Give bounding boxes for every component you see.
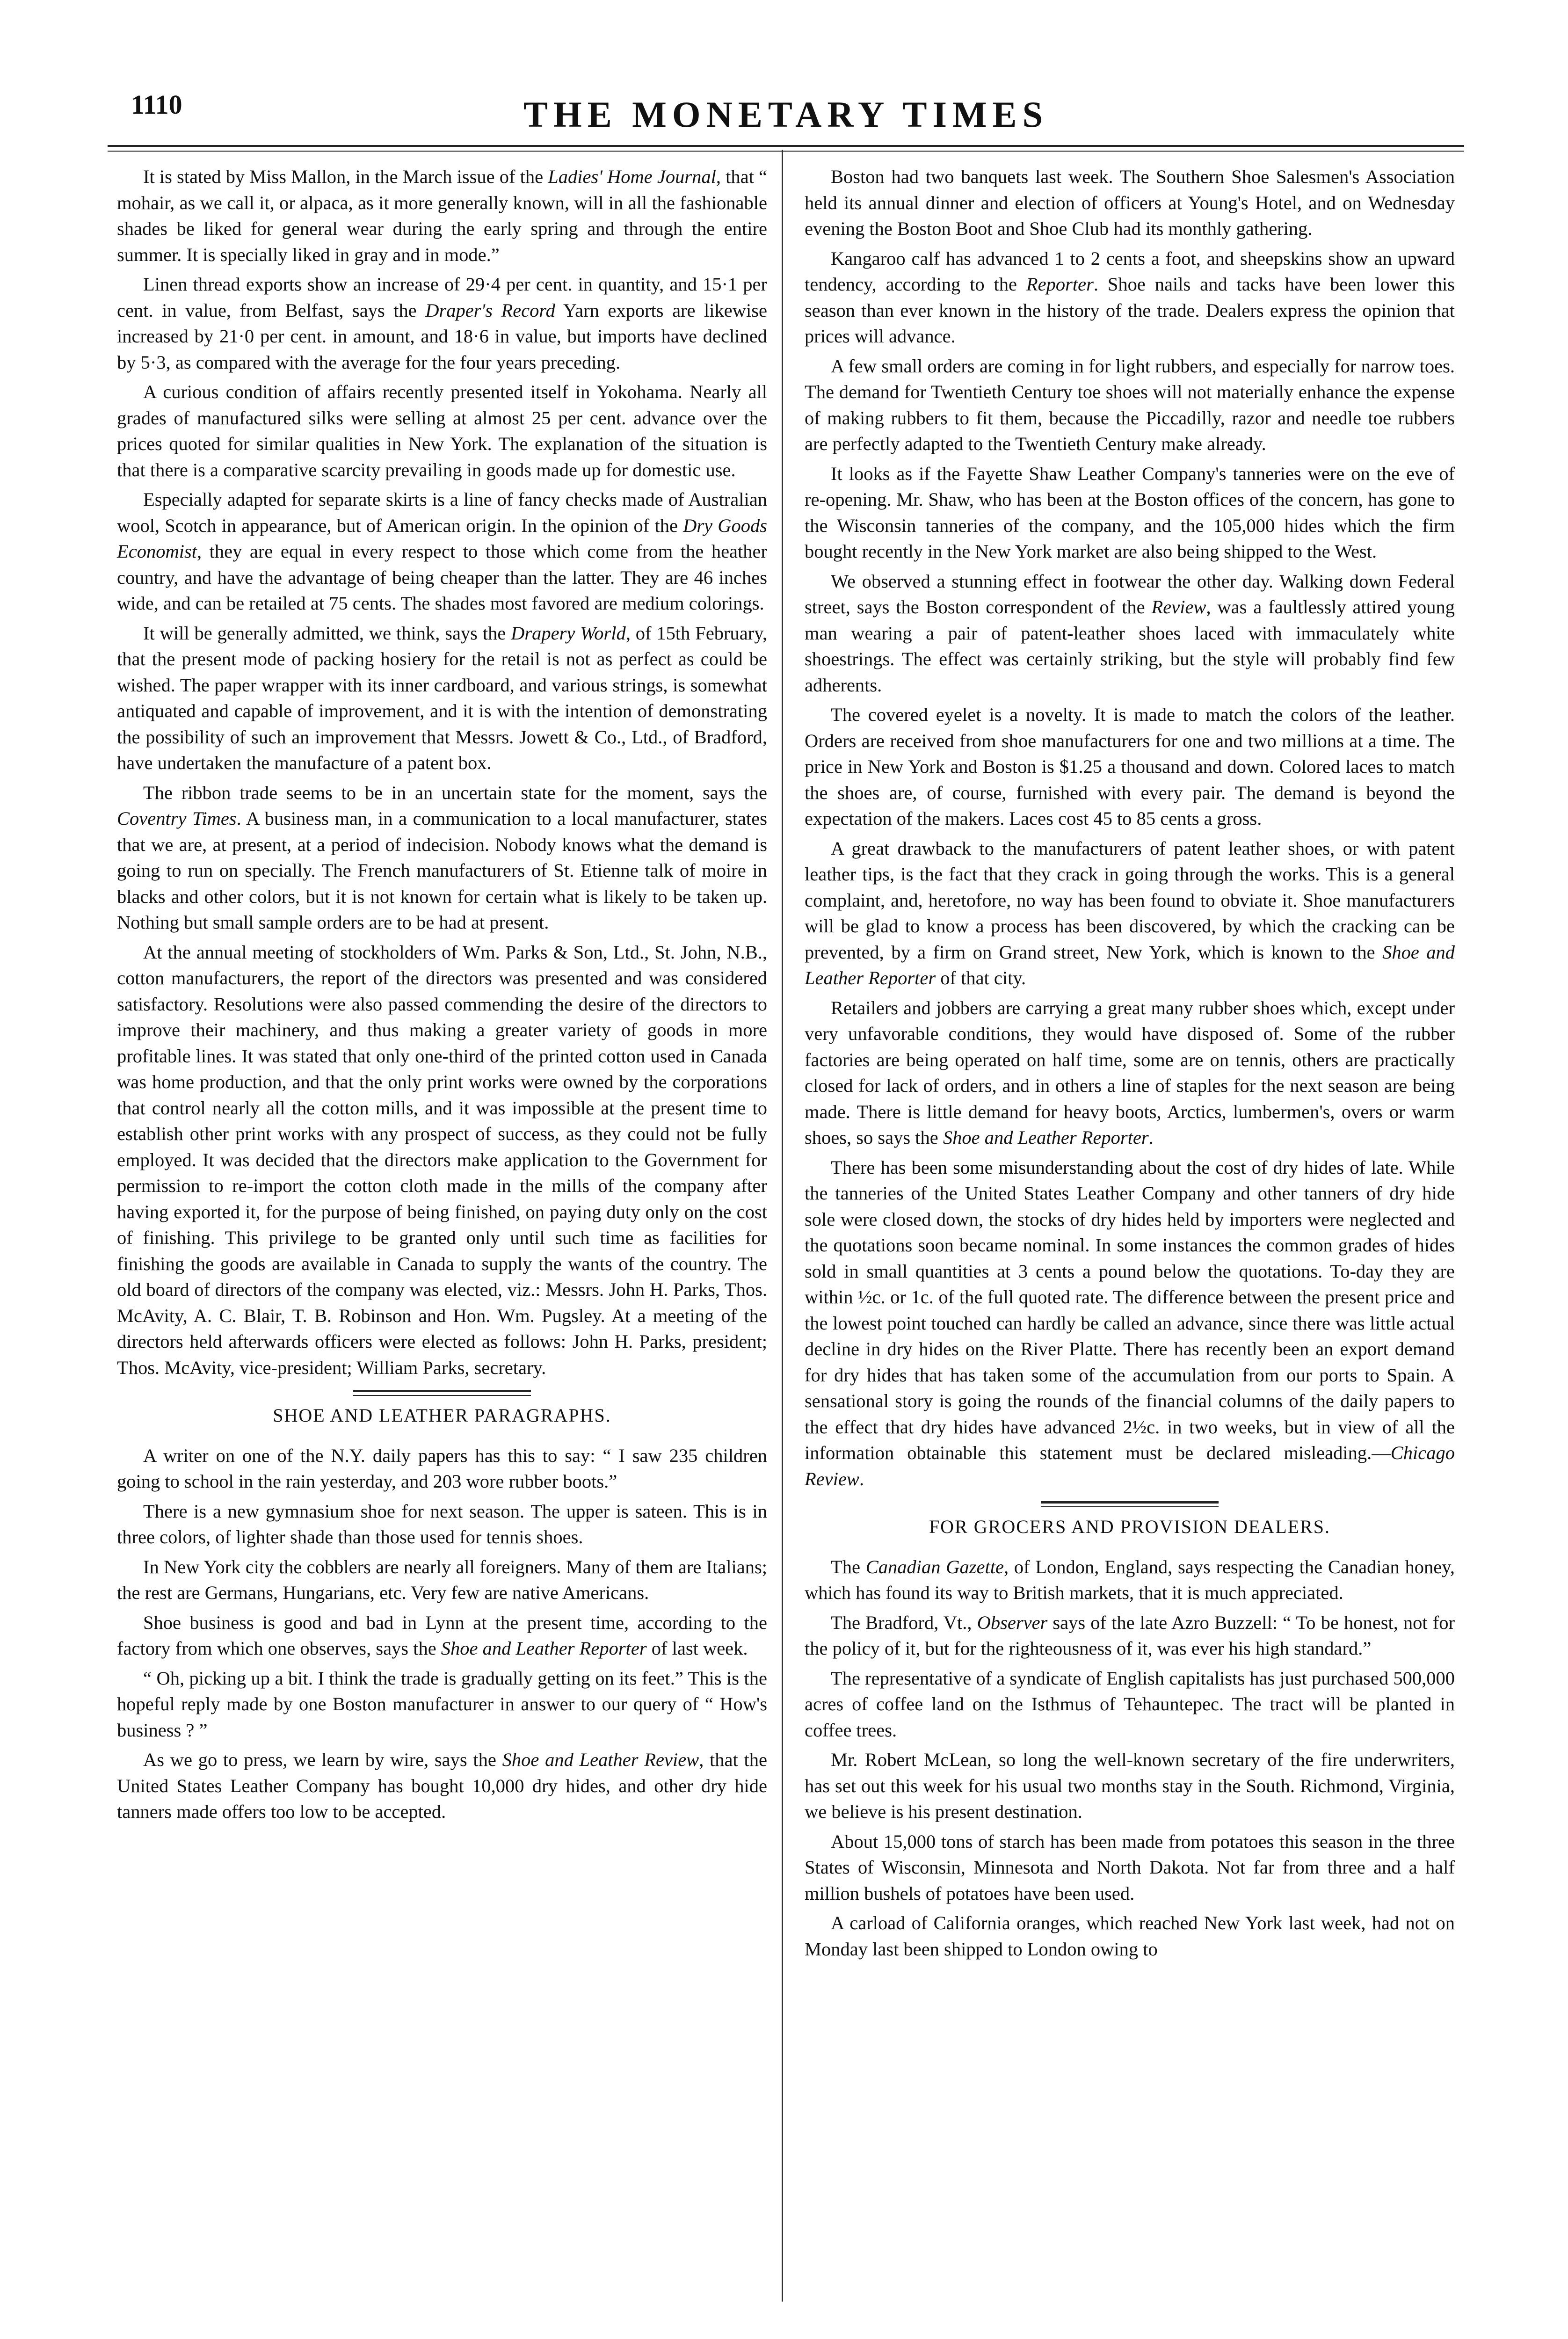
paragraph-text: , they are equal in every respect to those which come from the heather country, and have the advantage of being cheaper than the latter. They are 46 inches wide, and can be retailed at 75 cents. The shades most favored are medium colorings. — [117, 541, 767, 614]
paragraph-text: of that city. — [936, 967, 1026, 988]
publication-name: Ladies' Home Journal — [548, 166, 716, 187]
paragraph-text: It will be generally admitted, we think, says the — [143, 622, 511, 644]
paragraph-text: A carload of California oranges, which reached New York last week, had not on Monday last been shipped to London owing to — [805, 1912, 1455, 1960]
article-paragraph — [805, 1155, 1455, 1492]
paragraph-text: The ribbon trade seems to be in an uncertain state for the moment, says the — [143, 782, 767, 803]
publication-name: Shoe and Leather Reporter — [441, 1638, 647, 1659]
publication-name: Dry Goods Economist — [117, 515, 767, 562]
paragraph-text: A few small orders are coming in for light rubbers, and especially for narrow toes. The demand for Twentieth Century toe shoes will not materially enhance the expense of making rubbers to fit them, because the Piccadilly, razor and needle toe rubbers are perfectly adapted to the Twentieth Century make already. — [805, 355, 1455, 454]
masthead-title: THE MONETARY TIMES — [523, 94, 1048, 135]
article-paragraph — [805, 1829, 1455, 1907]
paragraph-text: About 15,000 tons of starch has been made from potatoes this season in the three States of Wisconsin, Minnesota and North Dakota. Not far from three and a half million bushels of potatoes have been used. — [805, 1831, 1455, 1904]
article-paragraph — [805, 164, 1455, 242]
article-paragraph — [805, 1554, 1455, 1606]
article-paragraph — [805, 246, 1455, 349]
column-divider — [782, 150, 783, 2302]
paragraph-text: Kangaroo calf has advanced 1 to 2 cents a foot, and sheepskins show an upward tendency, according to the — [805, 247, 1455, 295]
paragraph-text: Retailers and jobbers are carrying a great many rubber shoes which, except under very unfavorable conditions, they would have disposed of. Some of the rubber factories are being operated on half time, some are on tennis, others are practically closed for lack of orders, and in others a line of staples for the next season are being made. There is little demand for heavy boots, Arctics, lumbermen's, overs or warm shoes, so says the — [805, 997, 1455, 1148]
paragraph-text: The Bradford, Vt., — [831, 1612, 977, 1633]
publication-name: Shoe and Leather Reporter — [805, 941, 1455, 988]
publication-name: Canadian Gazette — [865, 1556, 1004, 1577]
paragraph-text: . Shoe nails and tacks have been lower this season than ever known in the history of the trade. Dealers express the opinion that prices will advance. — [805, 274, 1455, 347]
paragraph-text: Boston had two banquets last week. The Southern Shoe Salesmen's Association held its annual dinner and election of officers at Young's Hotel, and on Wednesday evening the Boston Boot and Shoe Club had its monthly gathering. — [805, 166, 1455, 239]
header-rule — [108, 145, 1464, 147]
section-separator-thin — [1041, 1506, 1219, 1507]
paragraph-text: It is stated by Miss Mallon, in the March issue of the — [143, 166, 548, 187]
paragraph-text: The covered eyelet is a novelty. It is made to match the colors of the leather. Orders are received from shoe manufacturers for one and two millions at a time. The price in New York and Boston is $1.25 a thousand and down. Colored laces to match the shoes are, of course, furnished with every pair. The demand is beyond the expectation of the makers. Laces cost 45 to 85 cents a gross. — [805, 704, 1455, 829]
paragraph-text: . — [1148, 1127, 1154, 1148]
paragraph-text: . A business man, in a communication to a local manufacturer, states that we are, at present, at a period of indecision. Nobody knows what the demand is going to run on specially. The French manufacturers of St. Etienne talk of moire in blacks and other colors, but it is not known for certain what is likely to be taken up. Nothing but small sample orders are to be had at present. — [117, 808, 768, 933]
article-paragraph — [805, 353, 1455, 457]
paragraph-text: Especially adapted for separate skirts is a line of fancy checks made of Australian wool, Scotch in appearance, but of American origin. In the opinion of the — [117, 489, 767, 536]
article-paragraph — [117, 939, 767, 1381]
paragraph-text: “ Oh, picking up a bit. I think the trade is gradually getting on its feet.” This is the hopeful reply made by one Boston manufacturer in answer to our query of “ How's business ? ” — [117, 1667, 767, 1741]
article-paragraph — [805, 1610, 1455, 1662]
header-rule-thin — [108, 151, 1464, 152]
publication-name: Observer — [977, 1612, 1048, 1633]
publication-name: Drapery World — [511, 622, 626, 644]
article-paragraph — [117, 620, 767, 776]
article-paragraph — [805, 995, 1455, 1151]
article-paragraph — [805, 1665, 1455, 1743]
publication-name: Draper's Record — [425, 299, 555, 321]
paragraph-text: As we go to press, we learn by wire, says the — [143, 1749, 502, 1770]
paragraph-text: Yarn exports are likewise increased by 21·0 per cent. in amount, and 18·6 in value, but imports have declined by 5·3, as compared with the average for the four years preceding. — [117, 299, 767, 373]
publication-name: Shoe and Leather Review — [502, 1749, 699, 1770]
paragraph-text: , of 15th February, that the present mode of packing hosiery for the retail is not as perfect as could be wished. The paper wrapper with its inner cardboard, and various strings, is somewhat antiquated and capable of improvement, and it is with the intention of demonstrating the possibility of such an improvement that Messrs. Jowett & Co., Ltd., of Bradford, have undertaken the manufacture of a patent box. — [117, 622, 767, 773]
publication-name: Chicago Review — [805, 1442, 1455, 1489]
paragraph-text: , that the United States Leather Company has bought 10,000 dry hides, and other dry hide tanners made offers too low to be accepted. — [117, 1749, 767, 1822]
left-column — [117, 164, 767, 1829]
article-paragraph — [117, 1665, 767, 1743]
article-paragraph — [805, 702, 1455, 832]
paragraph-text: Shoe business is good and bad in Lynn at the present time, according to the factory from which one observes, says the — [117, 1612, 767, 1659]
paragraph-text: At the annual meeting of stockholders of Wm. Parks & Son, Ltd., St. John, N.B., cotton manufacturers, the report of the directors was presented and was considered satisfactory. Resolutions were also passed commending the desire of the directors to improve their machinery, and thus making a greater variety of goods in more profitable lines. It was stated that only one-third of the printed cotton used in Canada was home production, and that the only print works were owned by the corporations that control nearly all the cotton mills, and it was impossible at the present time to establish other print works with any prospect of success, as they could not be fully employed. It was decided that the directors make application to the Government for permission to re-import the cotton cloth made in the mills of the company after having exported it, for the purpose of being finished, on paying duty only on the cost of finishing. This privilege to be granted only until such time as facilities for finishing the goods are available in Canada to supply the wants of the country. The old board of directors of the company was elected, viz.: Messrs. John H. Parks, Thos. McAvity, A. C. Blair, T. B. Robinson and Hon. Wm. Pugsley. At a meeting of the directors held afterwards officers were elected as follows: John H. Parks, president; Thos. McAvity, vice-president; William Parks, secretary. — [117, 941, 767, 1378]
publication-name: Shoe and Leather Reporter — [943, 1127, 1149, 1148]
paragraph-text: A great drawback to the manufacturers of patent leather shoes, or with patent leather tips, is the fact that they crack in going through the works. This is a general complaint, and, heretofore, no way has been found to obviate it. Shoe manufacturers will be glad to know a process has been discovered, by which the cracking can be prevented, by a firm on Grand street, New York, which is known to the — [805, 837, 1455, 963]
publication-name: Coventry Times — [117, 808, 237, 829]
article-paragraph — [117, 379, 767, 483]
paragraph-text: Linen thread exports show an increase of 29·4 per cent. in quantity, and 15·1 per cent. in value, from Belfast, says the — [117, 274, 767, 321]
paragraph-text: There is a new gymnasium shoe for next season. The upper is sateen. This is in three colors, of lighter shade than those used for tennis shoes. — [117, 1500, 767, 1547]
paragraph-text: , was a faultlessly attired young man wearing a pair of patent-leather shoes laced with immaculately white shoestrings. The effect was certainly striking, but the style will probably find few adherents. — [805, 596, 1455, 696]
article-paragraph — [805, 568, 1455, 698]
article-paragraph — [117, 780, 767, 936]
right-column — [805, 164, 1455, 1966]
section-heading: FOR GROCERS AND PROVISION DEALERS. — [929, 1516, 1331, 1537]
section-separator-thin — [353, 1395, 531, 1396]
section-separator — [353, 1390, 531, 1392]
publication-name: Review — [1151, 596, 1206, 617]
paragraph-text: The — [831, 1556, 866, 1577]
section-separator — [1041, 1501, 1219, 1504]
paragraph-text: There has been some misunderstanding about the cost of dry hides of late. While the tanneries of the United States Leather Company and other tanners of dry hide sole were closed down, the stocks of dry hides held by importers were neglected and the quotations soon became nominal. In some instances the common grades of hides sold in small quantities at 3 cents a pound below the quotations. To-day they are within ½c. or 1c. of the full quoted rate. The difference between the present price and the lowest point touched can hardly be called an advance, since there was little actual decline in dry hides on the River Platte. There has recently been an export demand for dry hides that has taken some of the accumulation from our ports to Spain. A sensational story is going the rounds of the financial columns of the daily papers to the effect that dry hides have advanced 2½c. in two weeks, but in view of all the information obtainable this statement must be declared misleading.— — [805, 1156, 1455, 1463]
article-paragraph — [805, 461, 1455, 565]
paragraph-text: , that “ mohair, as we call it, or alpaca, as it more generally known, will in all the fashionable shades be liked for general wear during the early spring and through the entire summer. It is specially liked in gray and in mode.” — [117, 166, 767, 265]
page-number: 1110 — [131, 89, 182, 120]
article-paragraph — [805, 1747, 1455, 1825]
article-paragraph — [117, 1747, 767, 1825]
page-header — [108, 89, 1464, 145]
paragraph-text: A writer on one of the N.Y. daily papers has this to say: “ I saw 235 children going to school in the rain yesterday, and 203 wore rubber boots.” — [117, 1445, 767, 1492]
paragraph-text: , of London, England, says respecting the Canadian honey, which has found its way to British markets, that it is much appreciated. — [805, 1556, 1455, 1603]
paragraph-text: We observed a stunning effect in footwear the other day. Walking down Federal street, says the Boston correspondent of the — [805, 570, 1455, 617]
publication-name: Reporter — [1026, 274, 1094, 295]
article-paragraph — [117, 1498, 767, 1550]
paragraph-text: says of the late Azro Buzzell: “ To be honest, not for the policy of it, but for the righteousness of it, was ever his high standard.” — [805, 1612, 1455, 1659]
article-paragraph — [117, 487, 767, 617]
paragraph-text: Mr. Robert McLean, so long the well-known secretary of the fire underwriters, has set out this week for his usual two months stay in the South. Richmond, Virginia, we believe is his present destination. — [805, 1749, 1455, 1822]
article-paragraph — [117, 164, 767, 268]
article-paragraph — [805, 835, 1455, 991]
article-paragraph — [117, 1554, 767, 1606]
paragraph-text: The representative of a syndicate of English capitalists has just purchased 500,000 acres of coffee land on the Isthmus of Tehauntepec. The tract will be planted in coffee trees. — [805, 1667, 1455, 1741]
paragraph-text: In New York city the cobblers are nearly all foreigners. Many of them are Italians; the rest are Germans, Hungarians, etc. Very few are native Americans. — [117, 1556, 767, 1603]
article-paragraph — [117, 1443, 767, 1495]
paragraph-text: It looks as if the Fayette Shaw Leather Company's tanneries were on the eve of re-opening. Mr. Shaw, who has been at the Boston offices of the concern, has gone to the Wisconsin tanneries of the company, and the 105,000 hides which the firm bought recently in the New York market are also being shipped to the West. — [805, 463, 1455, 562]
article-paragraph — [805, 1910, 1455, 1962]
paragraph-text: . — [859, 1468, 864, 1489]
article-paragraph — [117, 271, 767, 375]
paragraph-text: A curious condition of affairs recently presented itself in Yokohama. Nearly all grades of manufactured silks were selling at almost 25 per cent. advance over the prices quoted for similar qualities in New York. The explanation of the situation is that there is a comparative scarcity prevailing in goods made up for domestic use. — [117, 381, 767, 480]
paragraph-text: of last week. — [646, 1638, 748, 1659]
article-paragraph — [117, 1610, 767, 1662]
section-heading: SHOE AND LEATHER PARAGRAPHS. — [273, 1405, 611, 1426]
